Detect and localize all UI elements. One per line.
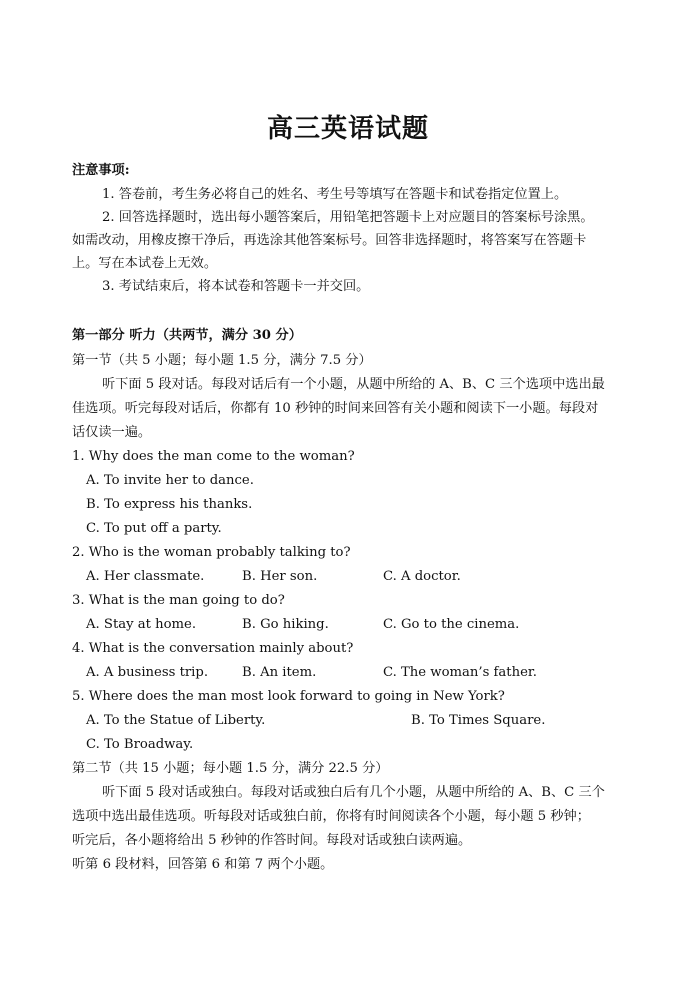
- section2-instruction-line-1: 听下面 5 段对话或独白。每段对话或独白后有几个小题，从题中所给的 A、B、C 三个: [102, 785, 605, 800]
- question-2-option-c: C. A doctor.: [383, 569, 461, 584]
- notice-item-2-line-1: 2. 回答选择题时，选出每小题答案后，用铅笔把答题卡上对应题目的答案标号涂黑。: [102, 210, 594, 225]
- question-1-option-a: A. To invite her to dance.: [86, 473, 254, 488]
- section2-heading: 第二节（共 15 小题；每小题 1.5 分，满分 22.5 分）: [72, 761, 389, 776]
- question-2-option-a: A. Her classmate.: [86, 569, 205, 584]
- question-5-option-c: C. To Broadway.: [86, 737, 194, 752]
- question-5-option-b: B. To Times Square.: [411, 713, 546, 728]
- material-6-instruction: 听第 6 段材料，回答第 6 和第 7 两个小题。: [72, 857, 334, 872]
- section2-instruction-line-2: 选项中选出最佳选项。听每段对话或独白前，你将有时间阅读各个小题，每小题 5 秒钟；: [72, 809, 590, 824]
- notice-item-1: 1. 答卷前，考生务必将自己的姓名、考生号等填写在答题卡和试卷指定位置上。: [102, 187, 568, 202]
- question-5-stem: 5. Where does the man most look forward to going in New York?: [72, 689, 505, 704]
- section1-instruction-line-1: 听下面 5 段对话。每段对话后有一个小题，从题中所给的 A、B、C 三个选项中选出最: [102, 377, 605, 392]
- notice-item-2-line-2: 如需改动，用橡皮擦干净后，再选涂其他答案标号。回答非选择题时，将答案写在答题卡: [72, 233, 587, 248]
- question-4-option-b: B. An item.: [242, 665, 317, 680]
- question-2-stem: 2. Who is the woman probably talking to?: [72, 545, 351, 560]
- section2-instruction-line-3: 听完后，各小题将给出 5 秒钟的作答时间。每段对话或独白读两遍。: [72, 833, 472, 848]
- question-1-stem: 1. Why does the man come to the woman?: [72, 449, 355, 464]
- question-4-option-a: A. A business trip.: [86, 665, 209, 680]
- question-5-option-a: A. To the Statue of Liberty.: [86, 713, 266, 728]
- question-3-option-c: C. Go to the cinema.: [383, 617, 520, 632]
- question-4-stem: 4. What is the conversation mainly about?: [72, 641, 354, 656]
- question-3-stem: 3. What is the man going to do?: [72, 593, 285, 608]
- question-1-option-b: B. To express his thanks.: [86, 497, 253, 512]
- section1-instruction-line-2: 佳选项。听完每段对话后，你都有 10 秒钟的时间来回答有关小题和阅读下一小题。每段对: [72, 401, 599, 416]
- question-3-option-b: B. Go hiking.: [242, 617, 329, 632]
- question-2-option-b: B. Her son.: [242, 569, 318, 584]
- section1-heading: 第一节（共 5 小题；每小题 1.5 分，满分 7.5 分）: [72, 353, 372, 368]
- notice-heading: 注意事项:: [72, 163, 130, 178]
- section1-instruction-line-3: 话仅读一遍。: [72, 425, 152, 440]
- question-4-option-c: C. The woman’s father.: [383, 665, 537, 680]
- part1-heading: 第一部分 听力（共两节，满分 30 分）: [72, 328, 302, 343]
- question-3-option-a: A. Stay at home.: [86, 617, 197, 632]
- notice-item-3: 3. 考试结束后，将本试卷和答题卡一并交回。: [102, 279, 370, 294]
- question-1-option-c: C. To put off a party.: [86, 521, 222, 536]
- page-title: 高三英语试题: [266, 114, 429, 144]
- notice-item-2-line-3: 上。写在本试卷上无效。: [72, 256, 218, 271]
